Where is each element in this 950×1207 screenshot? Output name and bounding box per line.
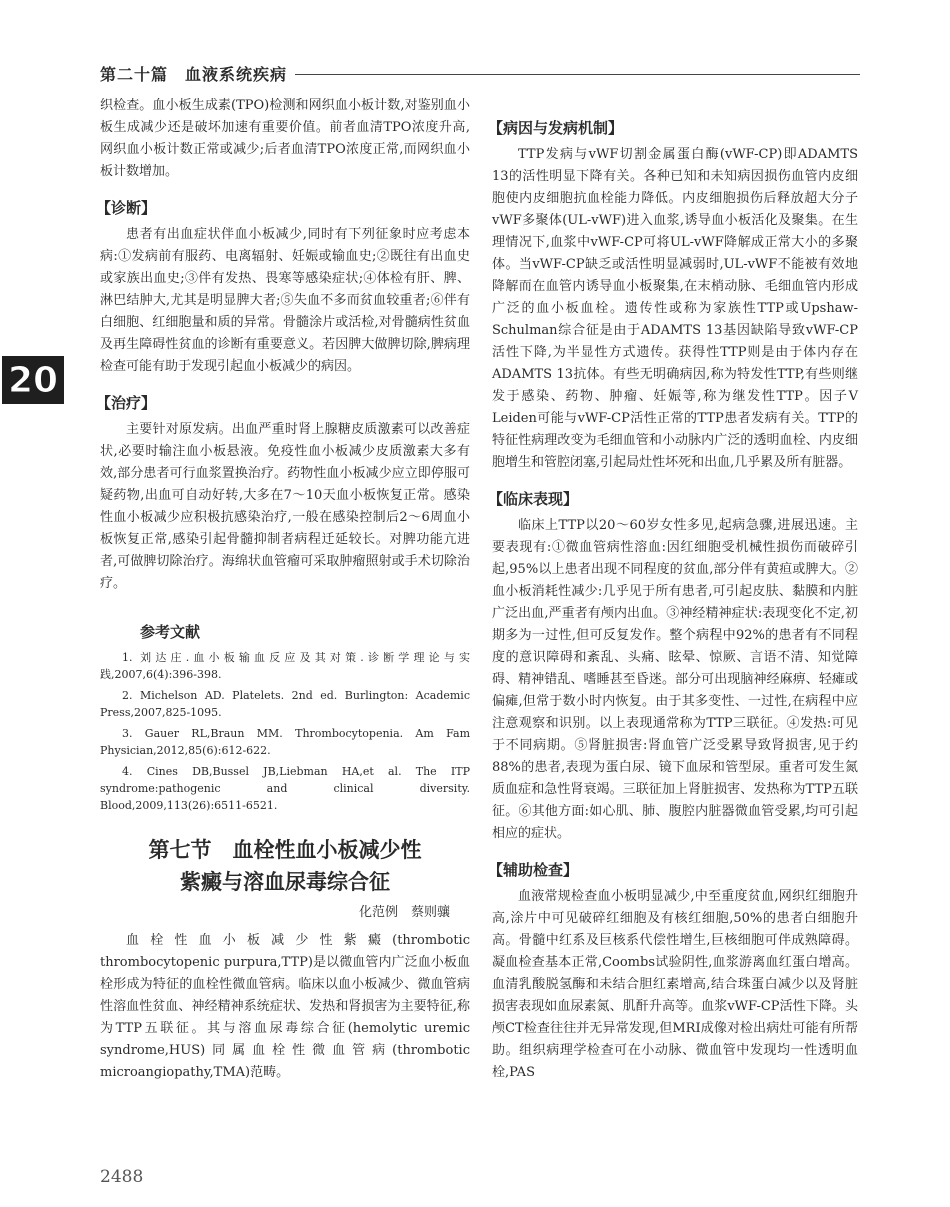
diagnosis-heading: 【诊断】 xyxy=(96,199,157,217)
header-rule xyxy=(295,74,860,75)
lab-paragraph: 血液常规检查血小板明显减少,中至重度贫血,网织红细胞升高,涂片中可见破碎红细胞及有核红细胞,50%的患者白细胞升高。骨髓中红系及巨核系代偿性增生,巨核细胞可伴成熟障碍。凝血检查基本正常,Coombs试验阴性,血浆游离血红蛋白增高。血清乳酸脱氢酶和未结合胆红素增高,结合珠蛋白减少以及肾脏损害表现如血尿素氮、肌酐升高等。血浆vWF-CP活性下降。头颅CT检查往往并无异常发现,但MRI成像对检出病灶可能有所帮助。组织病理学检查可在小动脉、微血管中发现均一性透明血栓,PAS xyxy=(492,889,858,1080)
reference-item: 1. 刘达庄.血小板输血反应及其对策.诊断学理论与实践,2007,6(4):396-398. xyxy=(100,651,470,681)
reference-item: 2. Michelson AD. Platelets. 2nd ed. Burlington: Academic Press,2007,825-1095. xyxy=(100,689,470,719)
reference-item: 3. Gauer RL,Braun MM. Thrombocytopenia. Am Fam Physician,2012,85(6):612-622. xyxy=(100,727,470,757)
section-title-line-2: 紫癜与溶血尿毒综合征 xyxy=(180,869,390,894)
treatment-paragraph: 主要针对原发病。出血严重时肾上腺糖皮质激素可以改善症状,必要时输注血小板悬液。免疫性血小板减少皮质激素大多有效,部分患者可行血浆置换治疗。药物性血小板减少应立即停服可疑药物,出血可自动好转,大多在7～10天血小板恢复正常。感染性血小板减少应积极抗感染治疗,一般在感染控制后2～6周血小板恢复正常,感染引起骨髓抑制者病程迁延较长。对脾功能亢进者,可做脾切除治疗。海绵状血管瘤可采取肿瘤照射或手术切除治疗。 xyxy=(100,422,470,591)
clinical-paragraph: 临床上TTP以20～60岁女性多见,起病急骤,进展迅速。主要表现有:①微血管病性溶血:因红细胞受机械性损伤而破碎引起,95%以上患者出现不同程度的贫血,部分伴有黄疸或脾大。②血小板消耗性减少:几乎见于所有患者,可引起皮肤、黏膜和内脏广泛出血,严重者有颅内出血。③神经精神症状:表现变化不定,初期多为一过性,但可反复发作。整个病程中92%的患者有不同程度的意识障碍和紊乱、头痛、眩晕、惊厥、言语不清、知觉障碍、精神错乱、嗜睡甚至昏迷。部分可出现脑神经麻痹、轻瘫或偏瘫,但常于数小时内恢复。由于其多变性、一过性,在病程中应注意观察和识别。以上表现通常称为TTP三联征。④发热:可见于不同病期。⑤肾脏损害:肾血管广泛受累导致肾损害,见于约88%的患者,表现为蛋白尿、镜下血尿和管型尿。重者可发生氮质血症和急性肾衰竭。三联征加上肾脏损害、发热称为TTP五联征。⑥其他方面:如心肌、肺、腹腔内脏器微血管受累,均可引起相应的症状。 xyxy=(492,518,858,841)
chapter-number: 20 xyxy=(7,359,59,401)
diagnosis-paragraph: 患者有出血症状伴血小板减少,同时有下列征象时应考虑本病:①发病前有服药、电离辐射、妊娠或输血史;②既往有出血史或家族出血史;③伴有发热、畏寒等感染症状;④体检有肝、脾、淋巴结肿大,尤其是明显脾大者;⑤失血不多而贫血较重者;⑥伴有白细胞、红细胞量和质的异常。骨髓涂片或活检,对骨髓病性贫血及再生障碍性贫血的诊断有重要意义。若因脾大做脾切除,脾病理检查可能有助于发现引起血小板减少的病因。 xyxy=(100,227,470,374)
section-authors: 化范例 蔡则骧 xyxy=(358,905,450,920)
section-title-line-1: 第七节 血栓性血小板减少性 xyxy=(148,837,422,862)
chapter-thumb-tab xyxy=(2,356,64,404)
etiology-heading: 【病因与发病机制】 xyxy=(488,119,624,137)
page-header xyxy=(100,60,860,86)
left-column xyxy=(96,95,470,1167)
running-head-title: 第二十篇 血液系统疾病 xyxy=(100,64,288,84)
section-intro-paragraph: 血栓性血小板减少性紫癜(thrombotic thrombocytopenic purpura,TTP)是以微血管内广泛血小板血栓形成为特征的血栓性微血管病。临床以血小板减少、微血管病性溶血性贫血、神经精神系统症状、发热和肾损害为主要特征,称为TTP五联征。其与溶血尿毒综合征(hemolytic uremic syndrome,HUS)同属血栓性微血管病(thrombotic microangiopathy,TMA)范畴。 xyxy=(100,933,470,1080)
lab-heading: 【辅助检查】 xyxy=(488,861,579,879)
etiology-paragraph: TTP发病与vWF切割金属蛋白酶(vWF-CP)即ADAMTS 13的活性明显下降有关。各种已知和未知病因损伤血管内皮细胞使内皮细胞抗血栓能力降低。内皮细胞损伤后释放超大分子vWF多聚体(UL-vWF)进入血浆,诱导血小板活化及聚集。在生理情况下,血浆中vWF-CP可将UL-vWF降解成正常大小的多聚体。当vWF-CP缺乏或活性明显减弱时,UL-vWF不能被有效地降解而在血管内诱导血小板聚集,在末梢动脉、毛细血管内形成广泛的血小板血栓。遗传性或称为家族性TTP或Upshaw-Schulman综合征是由于ADAMTS 13基因缺陷导致vWF-CP活性下降,为半显性方式遗传。获得性TTP则是由于体内存在ADAMTS 13抗体。有些无明确病因,称为特发性TTP,有些则继发于感染、药物、肿瘤、妊娠等,称为继发性TTP。因子Ⅴ Leiden可能与vWF-CP活性正常的TTP患者发病有关。TTP的特征性病理改变为毛细血管和小动脉内广泛的透明血栓、内皮细胞增生和管腔闭塞,引起局灶性坏死和出血,几乎累及所有脏器。 xyxy=(492,147,858,470)
reference-item: 4. Cines DB,Bussel JB,Liebman HA,et al. The ITP syndrome:pathogenic and clinical diversity. Blood,2009,113(26):6511-6521. xyxy=(100,765,470,812)
clinical-heading: 【临床表现】 xyxy=(488,490,579,508)
right-column xyxy=(488,95,858,1167)
treatment-heading: 【治疗】 xyxy=(96,394,157,412)
references-heading: 参考文献 xyxy=(140,623,201,641)
intro-paragraph: 织检查。血小板生成素(TPO)检测和网织血小板计数,对鉴别血小板生成减少还是破坏加速有重要价值。前者血清TPO浓度升高,网织血小板计数正常或减少;后者血清TPO浓度正常,而网织血小板计数增加。 xyxy=(100,98,470,179)
page-number: 2488 xyxy=(100,1167,144,1187)
section-title xyxy=(100,834,470,898)
